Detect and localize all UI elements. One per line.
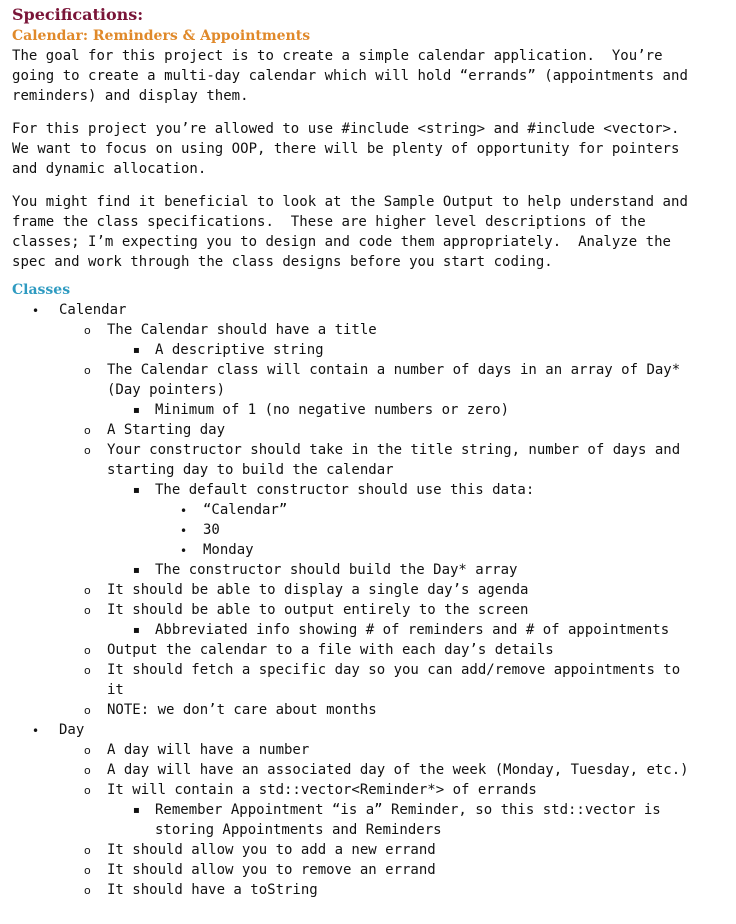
list-item bbox=[12, 840, 728, 860]
list-item-text: It should be able to output entirely to the screen bbox=[107, 602, 529, 618]
list-item-text: A day will have an associated day of the week (Monday, Tuesday, etc.) bbox=[107, 762, 689, 778]
list-bullet-icon: o bbox=[84, 424, 91, 437]
list-bullet-icon: o bbox=[84, 364, 91, 377]
list-item bbox=[12, 640, 728, 660]
list-item-text: Calendar bbox=[59, 302, 127, 318]
list-bullet-icon: • bbox=[32, 724, 40, 738]
list-item bbox=[12, 500, 728, 520]
list-item-text: It should allow you to add a new errand bbox=[107, 842, 436, 858]
list-bullet-icon: • bbox=[180, 504, 188, 518]
list-item-text: A Starting day bbox=[107, 422, 226, 438]
list-bullet-icon: • bbox=[32, 304, 40, 318]
list-bullet-icon: o bbox=[84, 584, 91, 597]
list-item-text: NOTE: we don’t care about months bbox=[107, 702, 377, 718]
list-bullet-icon: o bbox=[84, 864, 91, 877]
list-item bbox=[12, 540, 728, 560]
list-item-text: It should fetch a specific day so you can add/remove appointments to it bbox=[107, 662, 681, 698]
list-item bbox=[12, 480, 728, 500]
design-paragraph: You might find it beneficial to look at the Sample Output to help understand and frame the class specifications. These are higher level descriptions of the classes; I’m expecting you to design and code them appropriately. Analyze the spec and work through the class designs before you start coding. bbox=[12, 194, 688, 270]
list-item bbox=[12, 720, 728, 740]
list-item bbox=[12, 560, 728, 580]
list-bullet-icon: o bbox=[84, 664, 91, 677]
list-item bbox=[12, 320, 728, 340]
list-item-text: Monday bbox=[203, 542, 254, 558]
document-subtitle: Calendar: Reminders & Appointments bbox=[12, 28, 311, 44]
list-item bbox=[12, 340, 728, 360]
list-item-text: Your constructor should take in the title string, number of days and starting day to build the calendar bbox=[107, 442, 681, 478]
list-bullet-icon: o bbox=[84, 644, 91, 657]
list-bullet-icon: ▪ bbox=[133, 625, 140, 636]
list-bullet-icon: ▪ bbox=[133, 485, 140, 496]
list-item bbox=[12, 880, 728, 900]
list-bullet-icon: o bbox=[84, 604, 91, 617]
document-page bbox=[12, 4, 728, 900]
list-item bbox=[12, 420, 728, 440]
list-item bbox=[12, 660, 728, 700]
list-bullet-icon: o bbox=[84, 744, 91, 757]
list-bullet-icon: • bbox=[180, 544, 188, 558]
spec-list bbox=[12, 300, 728, 900]
list-item-text: 30 bbox=[203, 522, 220, 538]
list-bullet-icon: o bbox=[84, 844, 91, 857]
list-bullet-icon: o bbox=[84, 764, 91, 777]
list-item-text: The constructor should build the Day* array bbox=[155, 562, 518, 578]
list-item bbox=[12, 440, 728, 480]
list-item-text: It should have a toString bbox=[107, 882, 318, 898]
list-bullet-icon: o bbox=[84, 324, 91, 337]
list-item bbox=[12, 300, 728, 320]
list-item bbox=[12, 740, 728, 760]
list-bullet-icon: ▪ bbox=[133, 345, 140, 356]
list-bullet-icon: o bbox=[84, 884, 91, 897]
list-bullet-icon: ▪ bbox=[133, 405, 140, 416]
list-item-text: Output the calendar to a file with each day’s details bbox=[107, 642, 554, 658]
list-bullet-icon: • bbox=[180, 524, 188, 538]
list-item-text: The default constructor should use this data: bbox=[155, 482, 535, 498]
list-item bbox=[12, 760, 728, 780]
list-item-text: Remember Appointment “is a” Reminder, so this std::vector is storing Appointments and Reminders bbox=[155, 802, 661, 838]
list-item-text: “Calendar” bbox=[203, 502, 288, 518]
list-item-text: It should allow you to remove an errand bbox=[107, 862, 436, 878]
list-item-text: Day bbox=[59, 722, 85, 738]
list-item bbox=[12, 800, 728, 840]
list-bullet-icon: o bbox=[84, 784, 91, 797]
list-item-text: The Calendar should have a title bbox=[107, 322, 377, 338]
list-item-text: Abbreviated info showing # of reminders and # of appointments bbox=[155, 622, 670, 638]
intro-paragraph: The goal for this project is to create a simple calendar application. You’re going to create a multi-day calendar which will hold “errands” (appointments and reminders) and display them. bbox=[12, 48, 688, 104]
list-item-text: It should be able to display a single day’s agenda bbox=[107, 582, 529, 598]
list-item bbox=[12, 580, 728, 600]
list-item bbox=[12, 360, 728, 400]
list-bullet-icon: o bbox=[84, 444, 91, 457]
classes-heading: Classes bbox=[12, 282, 71, 298]
list-item-text: The Calendar class will contain a number of days in an array of Day* (Day pointers) bbox=[107, 362, 681, 398]
list-item bbox=[12, 860, 728, 880]
list-bullet-icon: o bbox=[84, 704, 91, 717]
list-item bbox=[12, 700, 728, 720]
list-item bbox=[12, 400, 728, 420]
list-item-text: Minimum of 1 (no negative numbers or zero) bbox=[155, 402, 510, 418]
list-item bbox=[12, 780, 728, 800]
list-item-text: A descriptive string bbox=[155, 342, 324, 358]
document-title: Specifications: bbox=[12, 5, 144, 24]
list-item bbox=[12, 620, 728, 640]
list-item-text: A day will have a number bbox=[107, 742, 310, 758]
list-item bbox=[12, 520, 728, 540]
list-bullet-icon: ▪ bbox=[133, 805, 140, 816]
includes-paragraph: For this project you’re allowed to use #include <string> and #include <vector>. We want to focus on using OOP, there will be plenty of opportunity for pointers and dynamic allocation. bbox=[12, 121, 680, 177]
list-bullet-icon: ▪ bbox=[133, 565, 140, 576]
list-item bbox=[12, 600, 728, 620]
list-item-text: It will contain a std::vector<Reminder*> of errands bbox=[107, 782, 537, 798]
